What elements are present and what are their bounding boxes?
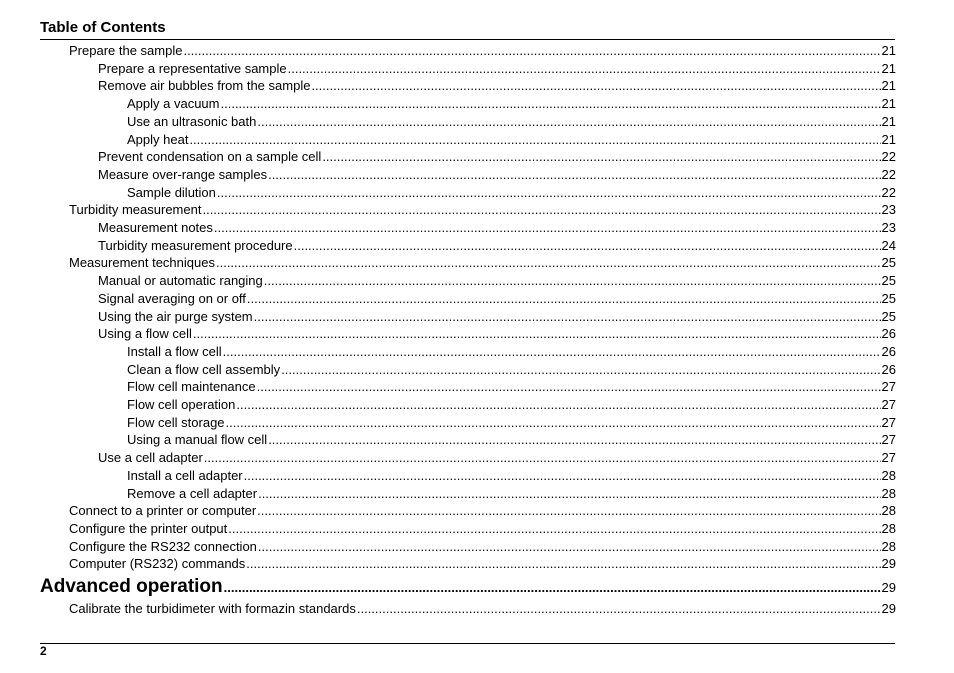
toc-entry-title: Configure the printer output [69,520,228,536]
toc-entry-page: 28 [881,485,896,501]
toc-entry[interactable] [40,343,896,361]
toc-entry[interactable] [40,254,896,272]
toc-entry-title: Measurement notes [98,220,213,236]
dot-leader [202,201,880,219]
toc-entry-title: Install a cell adapter [127,467,243,483]
dot-leader [244,467,881,485]
toc-entry[interactable] [40,449,896,467]
toc-entry-page: 22 [881,149,896,165]
toc-entry-title: Using a manual flow cell [127,432,268,448]
dot-leader [246,555,880,573]
toc-entry[interactable] [40,485,896,503]
toc-entry[interactable] [40,396,896,414]
toc-entry-title: Install a flow cell [127,343,222,359]
dot-leader [224,576,881,600]
toc-entry[interactable] [40,575,896,600]
toc-entry-title: Flow cell operation [127,397,236,413]
toc-entry-page: 23 [881,202,896,218]
toc-entry-page: 29 [881,580,896,596]
toc-entry-page: 22 [881,184,896,200]
toc-entry[interactable] [40,272,896,290]
toc-entry-page: 29 [881,556,896,572]
toc-entry-title: Calibrate the turbidimeter with formazin standards [69,601,356,617]
dot-leader [236,396,880,414]
dot-leader [247,290,881,308]
toc-entry-page: 27 [881,414,896,430]
toc-entry[interactable] [40,325,896,343]
toc-entry-page: 29 [881,601,896,617]
toc-entry-title: Flow cell maintenance [127,379,256,395]
toc-entry[interactable] [40,166,896,184]
toc-entry[interactable] [40,520,896,538]
toc-entry[interactable] [40,148,896,166]
dot-leader [288,60,881,78]
toc-entry-title: Advanced operation [40,576,223,598]
toc-entry-page: 28 [881,538,896,554]
dot-leader [193,325,881,343]
toc-entry-title: Connect to a printer or computer [69,503,257,519]
toc-entry-title: Prepare the sample [69,43,183,58]
toc-entry-title: Remove air bubbles from the sample [98,78,311,94]
dot-leader [322,148,880,166]
page-footer [40,643,895,658]
toc-entry[interactable] [40,95,896,113]
toc-entry-page: 23 [881,220,896,236]
toc-entry-page: 26 [881,343,896,359]
page-number: 2 [40,644,47,658]
dot-leader [216,254,881,272]
toc-entry-page: 27 [881,397,896,413]
toc-entry-title: Prevent condensation on a sample cell [98,149,322,165]
toc-entry-title: Use a cell adapter [98,450,203,466]
dot-leader [264,272,881,290]
dot-leader [226,414,881,432]
toc-entry[interactable] [40,219,896,237]
toc-entry-title: Use an ultrasonic bath [127,113,257,129]
toc-entry-page: 26 [881,326,896,342]
toc-entry[interactable] [40,42,896,60]
toc-entry-page: 27 [881,432,896,448]
toc-entry[interactable] [40,113,896,131]
toc-entry[interactable] [40,201,896,219]
toc-entry[interactable] [40,502,896,520]
dot-leader [183,42,880,60]
toc-entry[interactable] [40,184,896,202]
toc-entry-page: 25 [881,290,896,306]
dot-leader [223,343,881,361]
toc-entry-page: 25 [881,308,896,324]
toc-entry[interactable] [40,290,896,308]
toc-entry[interactable] [40,378,896,396]
toc-entry-page: 21 [881,78,896,94]
toc-entry-page: 26 [881,361,896,377]
toc-entry-title: Turbidity measurement procedure [98,237,293,253]
dot-leader [268,431,880,449]
toc-entry-page: 21 [881,43,896,58]
dot-leader [258,538,881,556]
toc-entry-page: 28 [881,503,896,519]
dot-leader [189,131,880,149]
toc-entry[interactable] [40,600,896,618]
dot-leader [294,237,881,255]
toc-entry[interactable] [40,361,896,379]
dot-leader [254,308,881,326]
dot-leader [257,378,881,396]
toc-entry-page: 25 [881,273,896,289]
toc-entry-page: 28 [881,520,896,536]
dot-leader [204,449,881,467]
table-of-contents [40,42,896,618]
toc-entry[interactable] [40,77,896,95]
toc-entry[interactable] [40,414,896,432]
toc-entry-title: Remove a cell adapter [127,485,258,501]
toc-entry-page: 24 [881,237,896,253]
toc-entry[interactable] [40,431,896,449]
toc-entry-title: Signal averaging on or off [98,290,246,306]
toc-entry-title: Manual or automatic ranging [98,273,263,289]
dot-leader [311,77,880,95]
dot-leader [357,600,881,618]
toc-entry-page: 28 [881,467,896,483]
dot-leader [214,219,881,237]
toc-entry-title: Turbidity measurement [69,202,202,218]
toc-entry-page: 27 [881,379,896,395]
toc-entry[interactable] [40,555,896,573]
toc-entry-title: Apply a vacuum [127,96,220,112]
toc-entry[interactable] [40,467,896,485]
dot-leader [257,502,880,520]
toc-entry-title: Measure over-range samples [98,166,268,182]
toc-entry-title: Prepare a representative sample [98,60,287,76]
toc-entry[interactable] [40,60,896,78]
toc-entry-page: 22 [881,166,896,182]
toc-entry[interactable] [40,131,896,149]
toc-entry[interactable] [40,237,896,255]
toc-entry-title: Using a flow cell [98,326,192,342]
dot-leader [228,520,880,538]
toc-title: Table of Contents [40,19,166,36]
toc-entry-title: Computer (RS232) commands [69,556,246,572]
page-header [40,19,895,40]
toc-entry[interactable] [40,538,896,556]
toc-entry-title: Clean a flow cell assembly [127,361,281,377]
dot-leader [257,113,880,131]
toc-entry-title: Sample dilution [127,184,216,200]
dot-leader [221,95,881,113]
toc-entry-page: 25 [881,255,896,271]
toc-entry-page: 21 [881,113,896,129]
toc-entry[interactable] [40,308,896,326]
toc-entry-title: Using the air purge system [98,308,253,324]
dot-leader [258,485,880,503]
dot-leader [281,361,880,379]
toc-entry-title: Apply heat [127,131,189,147]
toc-entry-title: Configure the RS232 connection [69,538,257,554]
dot-leader [217,184,881,202]
toc-entry-page: 21 [881,96,896,112]
toc-entry-title: Measurement techniques [69,255,215,271]
toc-entry-page: 21 [881,131,896,147]
toc-entry-page: 21 [881,60,896,76]
toc-entry-page: 27 [881,450,896,466]
dot-leader [268,166,880,184]
toc-entry-title: Flow cell storage [127,414,225,430]
